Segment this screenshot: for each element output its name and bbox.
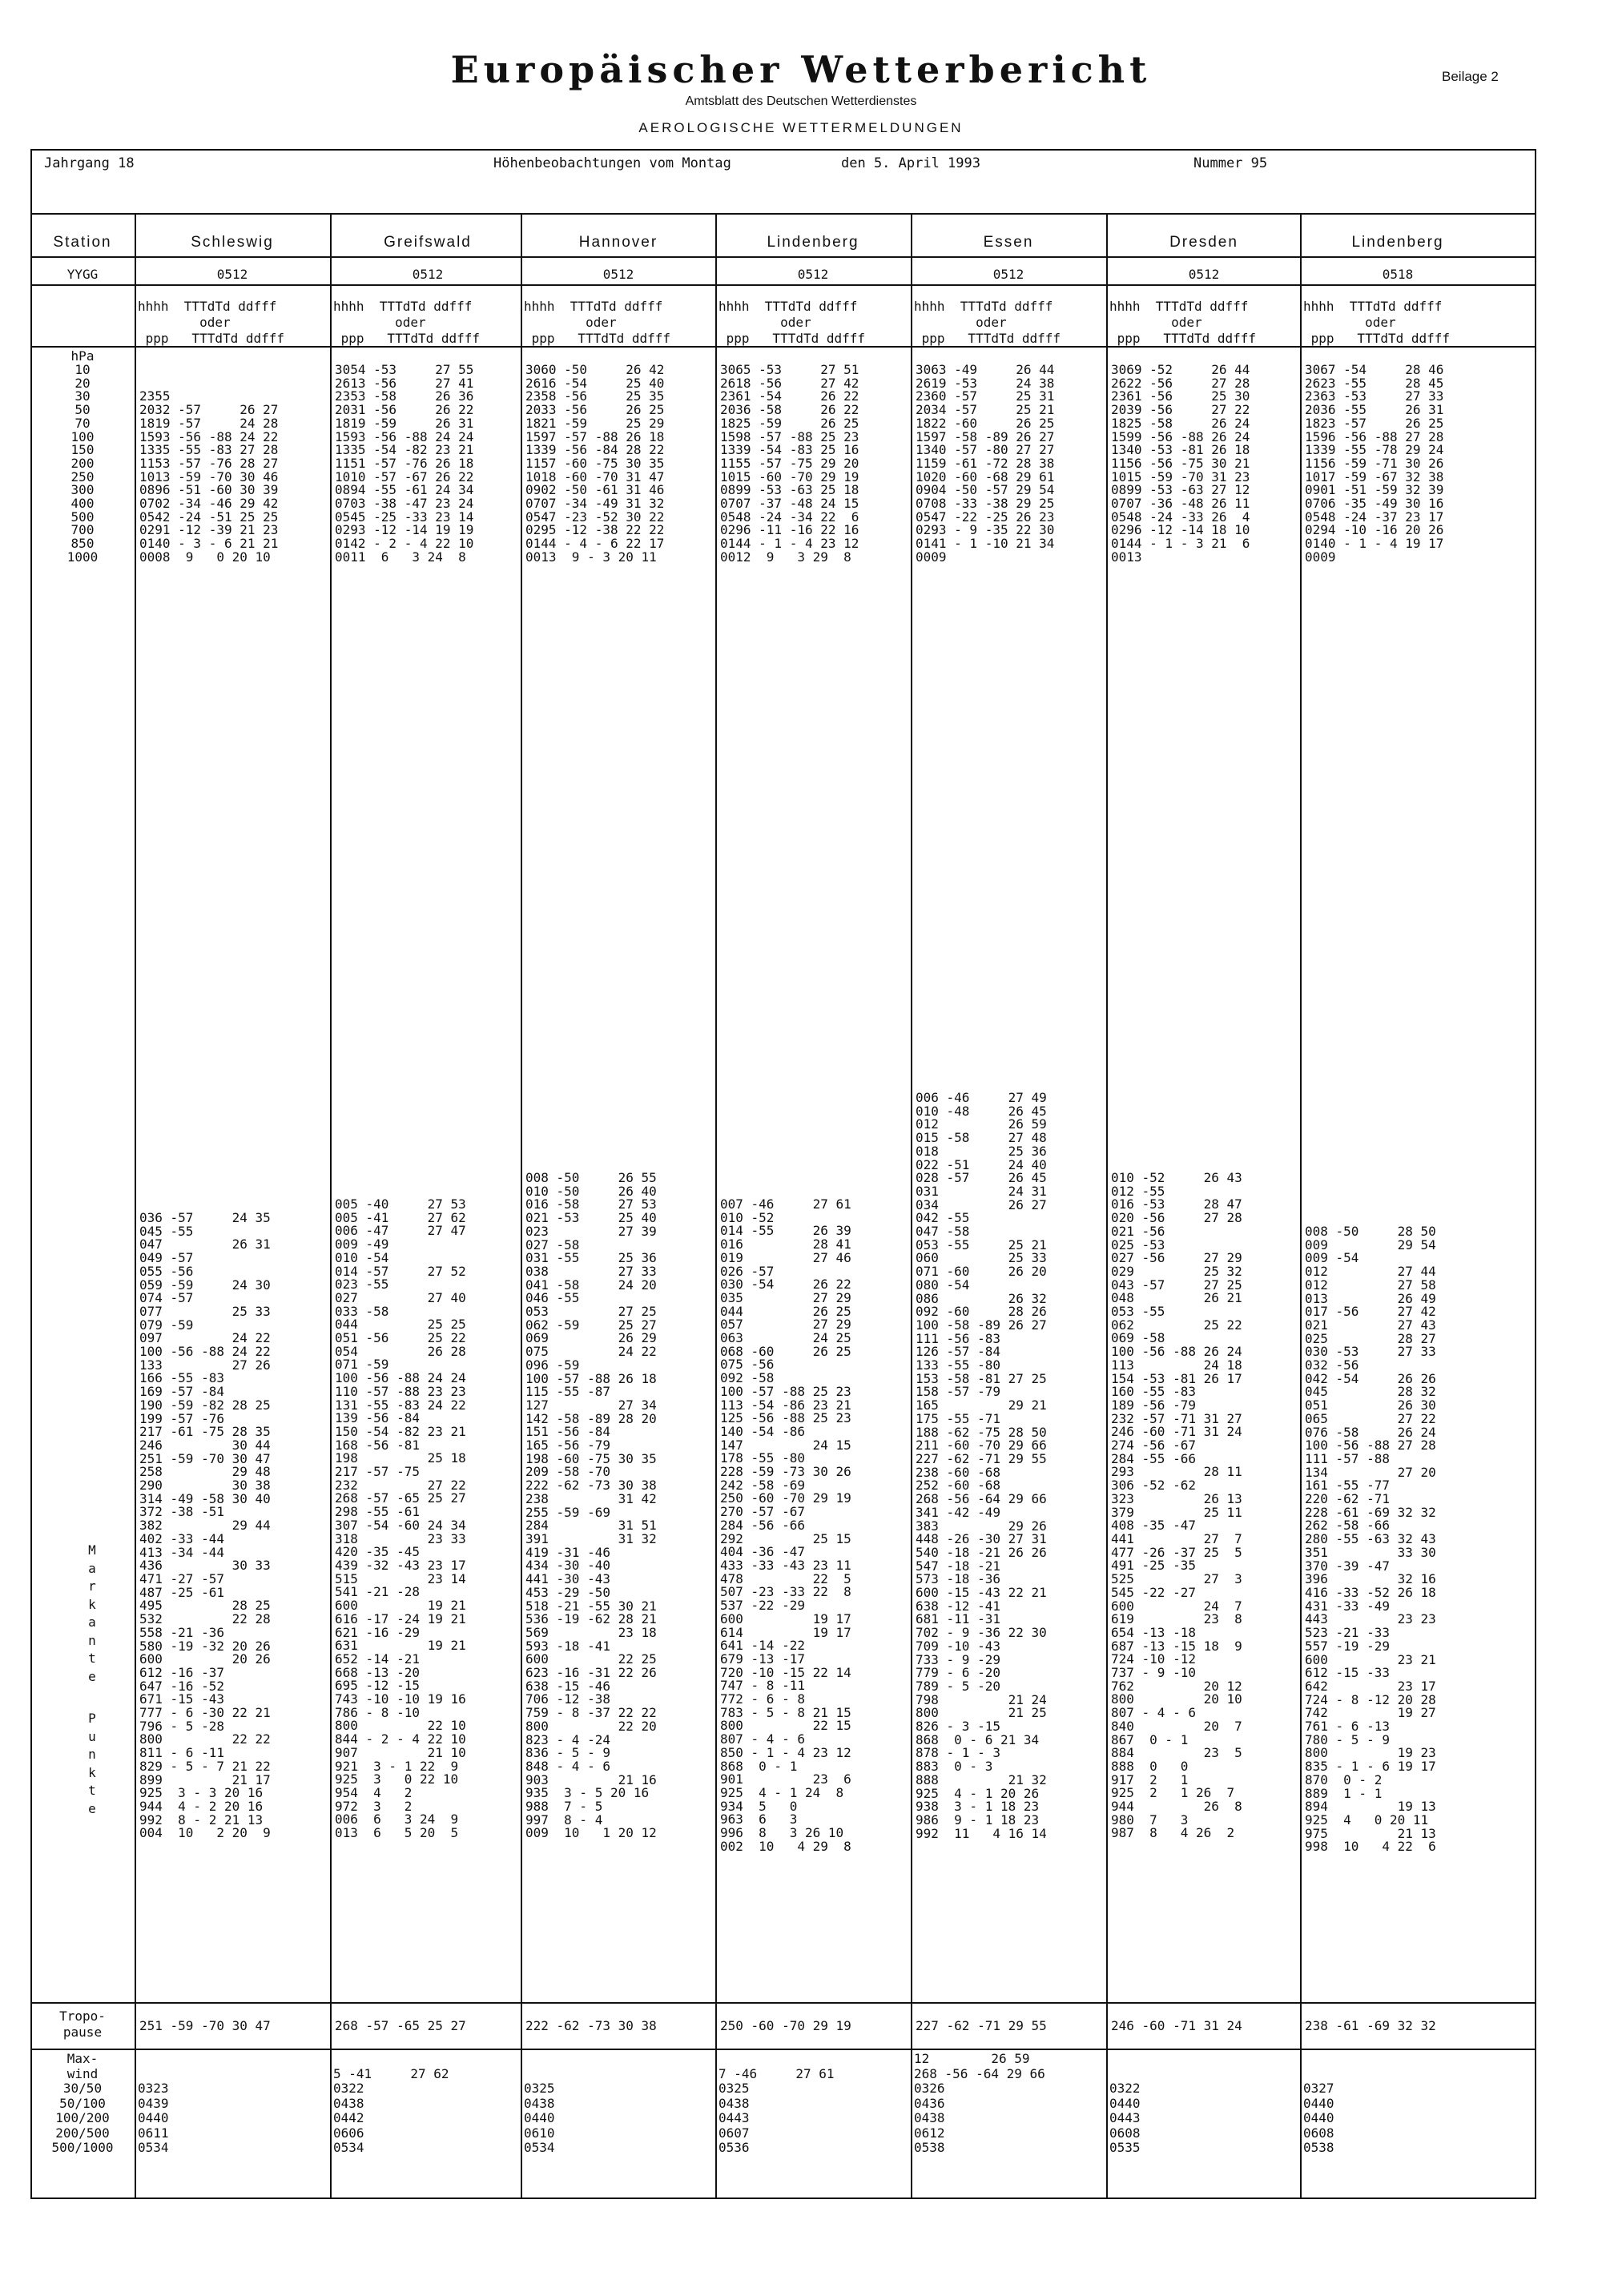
standard-levels: 3060 -50 26 42 2616 -54 25 40 2358 -56 25 35 2033 -56 26 25 1821 -59 25 29 1597 -57 -88 26 18 1339 -56 -84 28 22 1157 -60 -75 30 35 1018 -60 -70 31 47 0902 -50 -61 31 46 0707 -34 -49 31 32 0547 -23 -52 30 22 0295 -12 -38 22 22 0144 - 4 - 6 22 17 0013 9 - 3 20 11 xyxy=(525,362,665,565)
maxwind-values: 0323 0439 0440 0611 0534 xyxy=(138,2081,169,2155)
significant-points: 008 -50 26 55 010 -50 26 40 016 -58 27 53 021 -53 25 40 023 27 39 027 -58 031 -55 25 36 038 27 33 041 -58 24 20 046 -55 053 27 25 062 -59 25 27 069 26 29 075 24 22 096 -59 100 -57 -88 26 18 115 -55 -87 127 27 34 142 -58 -89 28 20 151 -56 -84 165 -56 -79 198 -60 -75 30 35 209 -58 -70 222 -62 -73 30 38 238 31 42 255 -59 -69 284 31 51 391 31 32 419 -31 -46 434 -30 -40 441 -30 -43 453 -29 -50 518 -21 -55 30 21 536 -19 -62 28 21 569 23 18 593 -18 -41 600 22 25 623 -16 -31 22 26 638 -15 -46 706 -12 -38 759 - 8 -37 22 22 800 22 20 823 - 4 -24 836 - 5 - 9 848 - 4 - 6 903 21 16 935 3 - 5 20 16 988 7 - 5 997 8 - 4 009 10 1 20 12 xyxy=(525,1170,657,1841)
station-name: Dresden xyxy=(1169,234,1238,251)
maxwind-values: 0325 0438 0440 0610 0534 xyxy=(524,2081,555,2155)
station-name: Lindenberg xyxy=(767,234,859,251)
page-subtitle: Amtsblatt des Deutschen Wetterdienstes xyxy=(685,94,917,108)
maxwind-label: Max- wind 30/50 50/100 100/200 200/500 500/1000 xyxy=(51,2051,114,2155)
station-yygg: 0518 xyxy=(1382,267,1414,282)
pressure-levels: 10 20 30 50 70 100 150 200 250 300 400 500 700 850 1000 xyxy=(66,362,99,565)
page-title: Europäischer Wetterbericht xyxy=(450,48,1152,91)
column-header: hhhh TTTdTd ddfff oder ppp TTTdTd ddfff xyxy=(138,299,285,346)
column-header: hhhh TTTdTd ddfff oder ppp TTTdTd ddfff xyxy=(914,299,1061,346)
tropopause-value: 251 -59 -70 30 47 xyxy=(139,2018,271,2033)
station-yygg: 0512 xyxy=(602,267,634,282)
station-yygg: 0512 xyxy=(797,267,829,282)
station-header: Station xyxy=(53,234,112,251)
standard-levels: 2355 2032 -57 26 27 1819 -57 24 28 1593 -56 -88 24 22 1335 -55 -83 27 28 1153 -57 -76 28 27 1013 -59 -70 30 46 0896 -51 -60 30 39 0702 -34 -46 29 42 0542 -24 -51 25 25 0291 -12 -39 21 23 0140 - 3 - 6 21 21 0008 9 0 20 10 xyxy=(139,388,279,565)
punkte-label: P u n k t e xyxy=(88,1711,96,1816)
significant-points: 006 -46 27 49 010 -48 26 45 012 26 59 015 -58 27 48 018 25 36 022 -51 24 40 028 -57 26 45 031 24 31 034 26 27 042 -55 047 -58 053 -55 25 21 060 25 33 071 -60 26 20 080 -54 086 26 32 092 -60 28 26 100 -58 -89 26 27 111 -56 -83 126 -57 -84 133 -55 -80 153 -58 -81 27 25 158 -57 -79 165 29 21 175 -55 -71 188 -62 -75 28 50 211 -60 -70 29 66 227 -62 -71 29 55 238 -60 -68 252 -60 -68 268 -56 -64 29 66 341 -42 -49 383 29 26 448 -26 -30 27 31 540 -18 -21 26 26 547 -18 -21 573 -18 -36 600 -15 -43 22 21 638 -12 -41 681 -11 -31 702 - 9 -36 22 30 709 -10 -43 733 - 9 -29 779 - 6 -20 789 - 5 -20 798 21 24 800 21 25 826 - 3 -15 868 0 - 6 21 34 878 - 1 - 3 883 0 - 3 888 21 32 925 4 - 1 20 26 938 3 - 1 18 23 986 9 - 1 18 23 992 11 4 16 14 xyxy=(916,1090,1047,1841)
tropopause-value: 268 -57 -65 25 27 xyxy=(335,2018,466,2033)
standard-levels: 3067 -54 28 46 2623 -55 28 45 2363 -53 27 33 2036 -55 26 31 1823 -57 26 25 1596 -56 -88 27 28 1339 -55 -78 29 24 1156 -59 -71 30 26 1017 -59 -67 32 38 0901 -51 -59 32 39 0706 -35 -49 30 16 0548 -24 -37 23 17 0294 -10 -16 20 26 0140 - 1 - 4 19 17 0009 xyxy=(1305,362,1444,565)
hpa-label: hPa xyxy=(70,348,95,364)
column-header: hhhh TTTdTd ddfff oder ppp TTTdTd ddfff xyxy=(333,299,481,346)
maxwind-values: 0322 0440 0443 0608 0535 xyxy=(1109,2081,1141,2155)
station-yygg: 0512 xyxy=(412,267,444,282)
standard-levels: 3054 -53 27 55 2613 -56 27 41 2353 -58 26 36 2031 -56 26 22 1819 -59 26 31 1593 -56 -88 24 24 1335 -54 -82 23 21 1151 -57 -76 26 18 1010 -57 -67 26 22 0894 -55 -61 24 34 0703 -38 -47 23 24 0545 -25 -33 23 14 0293 -12 -14 19 19 0142 - 2 - 4 22 10 0011 6 3 24 8 xyxy=(335,362,474,565)
station-name: Hannover xyxy=(578,234,658,251)
observation-label: Höhenbeobachtungen vom Montag xyxy=(493,155,731,171)
significant-points: 005 -40 27 53 005 -41 27 62 006 -47 27 47 009 -49 010 -54 014 -57 27 52 023 -55 027 27 40 033 -58 044 25 25 051 -56 25 22 054 26 28 071 -59 100 -56 -88 24 24 110 -57 -88 23 23 131 -55 -83 24 22 139 -56 -84 150 -54 -82 23 21 168 -56 -81 198 25 18 217 -57 -75 232 27 22 268 -57 -65 25 27 298 -55 -61 307 -54 -60 24 34 318 23 33 420 -35 -45 439 -32 -43 23 17 515 23 14 541 -21 -28 600 19 21 616 -17 -24 19 21 621 -16 -29 631 19 21 652 -14 -21 668 -13 -20 695 -12 -15 743 -10 -10 19 16 786 - 8 -10 800 22 10 844 - 2 - 4 22 10 907 21 10 921 3 - 1 22 9 925 3 0 22 10 954 4 2 972 3 2 006 6 3 24 9 013 6 5 20 5 xyxy=(335,1196,466,1841)
tropopause-value: 250 -60 -70 29 19 xyxy=(720,2018,851,2033)
column-header: hhhh TTTdTd ddfff oder ppp TTTdTd ddfff xyxy=(524,299,671,346)
tropopause-value: 246 -60 -71 31 24 xyxy=(1111,2018,1242,2033)
standard-levels: 3069 -52 26 44 2622 -56 27 28 2361 -56 25 30 2039 -56 27 22 1825 -58 26 24 1599 -56 -88 26 24 1340 -53 -81 26 18 1156 -56 -75 30 21 1015 -59 -70 31 23 0899 -53 -63 27 12 0707 -36 -48 26 11 0548 -24 -33 26 4 0296 -12 -14 18 10 0144 - 1 - 3 21 6 0013 xyxy=(1111,362,1250,565)
column-header: hhhh TTTdTd ddfff oder ppp TTTdTd ddfff xyxy=(718,299,866,346)
maxwind-values: 5 -41 27 62 0322 0438 0442 0606 0534 xyxy=(333,2065,449,2155)
maxwind-values: 12 26 59 268 -56 -64 29 66 0326 0436 0438 0612 0538 xyxy=(914,2051,1045,2155)
tropopause-label: Tropo- pause xyxy=(59,2008,106,2040)
significant-points: 036 -57 24 35 045 -55 047 26 31 049 -57 055 -56 059 -59 24 30 074 -57 077 25 33 079 -59 097 24 22 100 -56 -88 24 22 133 27 26 166 -55 -83 169 -57 -84 190 -59 -82 28 25 199 -57 -76 217 -61 -75 28 35 246 30 44 251 -59 -70 30 47 258 29 48 290 30 38 314 -49 -58 30 40 372 -38 -51 382 29 44 402 -33 -44 413 -34 -44 436 30 33 471 -27 -57 487 -25 -61 495 28 25 532 22 28 558 -21 -36 580 -19 -32 20 26 600 20 26 612 -16 -37 647 -16 -52 671 -15 -43 777 - 6 -30 22 21 796 - 5 -28 800 22 22 811 - 6 -11 829 - 5 - 7 21 22 899 21 17 925 3 - 3 20 16 944 4 - 2 20 16 992 8 - 2 21 13 004 10 2 20 9 xyxy=(139,1210,271,1841)
date-label: den 5. April 1993 xyxy=(841,155,980,171)
significant-points: 008 -50 28 50 009 29 54 009 -54 012 27 44 012 27 58 013 26 49 017 -56 27 42 021 27 43 025 28 27 030 -53 27 33 032 -56 042 -54 26 26 045 28 32 051 26 30 065 27 22 076 -58 26 24 100 -56 -88 27 28 111 -57 -88 134 27 20 161 -55 -77 220 -62 -71 228 -61 -69 32 32 262 -58 -66 280 -55 -63 32 43 351 33 30 370 -39 -47 396 32 16 416 -33 -52 26 18 431 -33 -49 443 23 23 523 -21 -33 557 -19 -29 600 23 21 612 -15 -33 642 23 17 724 - 8 -12 20 28 742 19 27 761 - 6 -13 780 - 5 - 9 800 19 23 835 - 1 - 6 19 17 870 0 - 2 889 1 - 1 894 19 13 925 4 0 20 11 975 21 13 998 10 4 22 6 xyxy=(1305,1224,1436,1855)
standard-levels: 3065 -53 27 51 2618 -56 27 42 2361 -54 26 22 2036 -58 26 22 1825 -59 26 25 1598 -57 -88 25 23 1339 -54 -83 25 16 1155 -57 -75 29 20 1015 -60 -70 29 19 0899 -53 -63 25 18 0707 -37 -48 24 15 0548 -24 -34 22 6 0296 -11 -16 22 16 0144 - 1 - 4 23 12 0012 9 3 29 8 xyxy=(720,362,859,565)
station-name: Greifswald xyxy=(384,234,472,251)
tropopause-value: 227 -62 -71 29 55 xyxy=(916,2018,1047,2033)
maxwind-values: 0327 0440 0440 0608 0538 xyxy=(1303,2081,1334,2155)
standard-levels: 3063 -49 26 44 2619 -53 24 38 2360 -57 25 31 2034 -57 25 21 1822 -60 26 25 1597 -58 -89 26 27 1340 -57 -80 27 27 1159 -61 -72 28 38 1020 -60 -68 29 61 0904 -50 -57 29 54 0708 -33 -38 29 25 0547 -22 -25 26 23 0293 - 9 -35 22 30 0141 - 1 -10 21 34 0009 xyxy=(916,362,1055,565)
significant-points: 010 -52 26 43 012 -55 016 -53 28 47 020 -56 27 28 021 -56 025 -53 027 -56 27 29 029 25 32 043 -57 27 25 048 26 21 053 -55 062 25 22 069 -58 100 -56 -88 26 24 113 24 18 154 -53 -81 26 17 160 -55 -83 189 -56 -79 232 -57 -71 31 27 246 -60 -71 31 24 274 -56 -67 284 -55 -66 293 28 11 306 -52 -62 323 26 13 379 25 11 408 -35 -47 441 27 7 477 -26 -37 25 5 491 -25 -35 525 27 3 545 -22 -27 600 24 7 619 23 8 654 -13 -18 687 -13 -15 18 9 724 -10 -12 737 - 9 -10 762 20 12 800 20 10 807 - 4 - 6 840 20 7 867 0 - 1 884 23 5 888 0 0 917 2 1 925 2 1 26 7 944 26 8 980 7 3 987 8 4 26 2 xyxy=(1111,1170,1242,1841)
column-header: hhhh TTTdTd ddfff oder ppp TTTdTd ddfff xyxy=(1303,299,1451,346)
tropopause-value: 238 -61 -69 32 32 xyxy=(1305,2018,1436,2033)
significant-points: 007 -46 27 61 010 -52 014 -55 26 39 016 28 41 019 27 46 026 -57 030 -54 26 22 035 27 29 044 26 25 057 27 29 063 24 25 068 -60 26 25 075 -56 092 -58 100 -57 -88 25 23 113 -54 -86 23 21 125 -56 -88 25 23 140 -54 -86 147 24 15 178 -55 -80 228 -59 -73 30 26 242 -58 -69 250 -60 -70 29 19 270 -57 -67 284 -56 -66 292 25 15 404 -36 -47 433 -33 -43 23 11 478 22 5 507 -23 -33 22 8 537 -22 -29 600 19 17 614 19 17 641 -14 -22 679 -13 -17 720 -10 -15 22 14 747 - 8 -11 772 - 6 - 8 783 - 5 - 8 21 15 800 22 15 807 - 4 - 6 850 - 1 - 4 23 12 868 0 - 1 901 23 6 925 4 - 1 24 8 934 5 0 963 6 3 996 8 3 26 10 002 10 4 29 8 xyxy=(720,1196,851,1854)
tropopause-value: 222 -62 -73 30 38 xyxy=(525,2018,657,2033)
station-yygg: 0512 xyxy=(992,267,1024,282)
volume-label: Jahrgang 18 xyxy=(44,155,135,171)
station-yygg: 0512 xyxy=(1188,267,1220,282)
column-header: hhhh TTTdTd ddfff oder ppp TTTdTd ddfff xyxy=(1109,299,1257,346)
issue-number: Nummer 95 xyxy=(1193,155,1268,171)
markante-label: M a r k a n t e xyxy=(88,1542,96,1684)
station-yygg: 0512 xyxy=(216,267,248,282)
yygg-header: YYGG xyxy=(66,267,99,282)
station-name: Essen xyxy=(983,234,1034,251)
supplement-label: Beilage 2 xyxy=(1442,69,1499,84)
station-name: Schleswig xyxy=(191,234,274,251)
station-name: Lindenberg xyxy=(1351,234,1444,251)
maxwind-values: 7 -46 27 61 0325 0438 0443 0607 0536 xyxy=(718,2065,835,2155)
section-title: AEROLOGISCHE WETTERMELDUNGEN xyxy=(638,120,964,135)
